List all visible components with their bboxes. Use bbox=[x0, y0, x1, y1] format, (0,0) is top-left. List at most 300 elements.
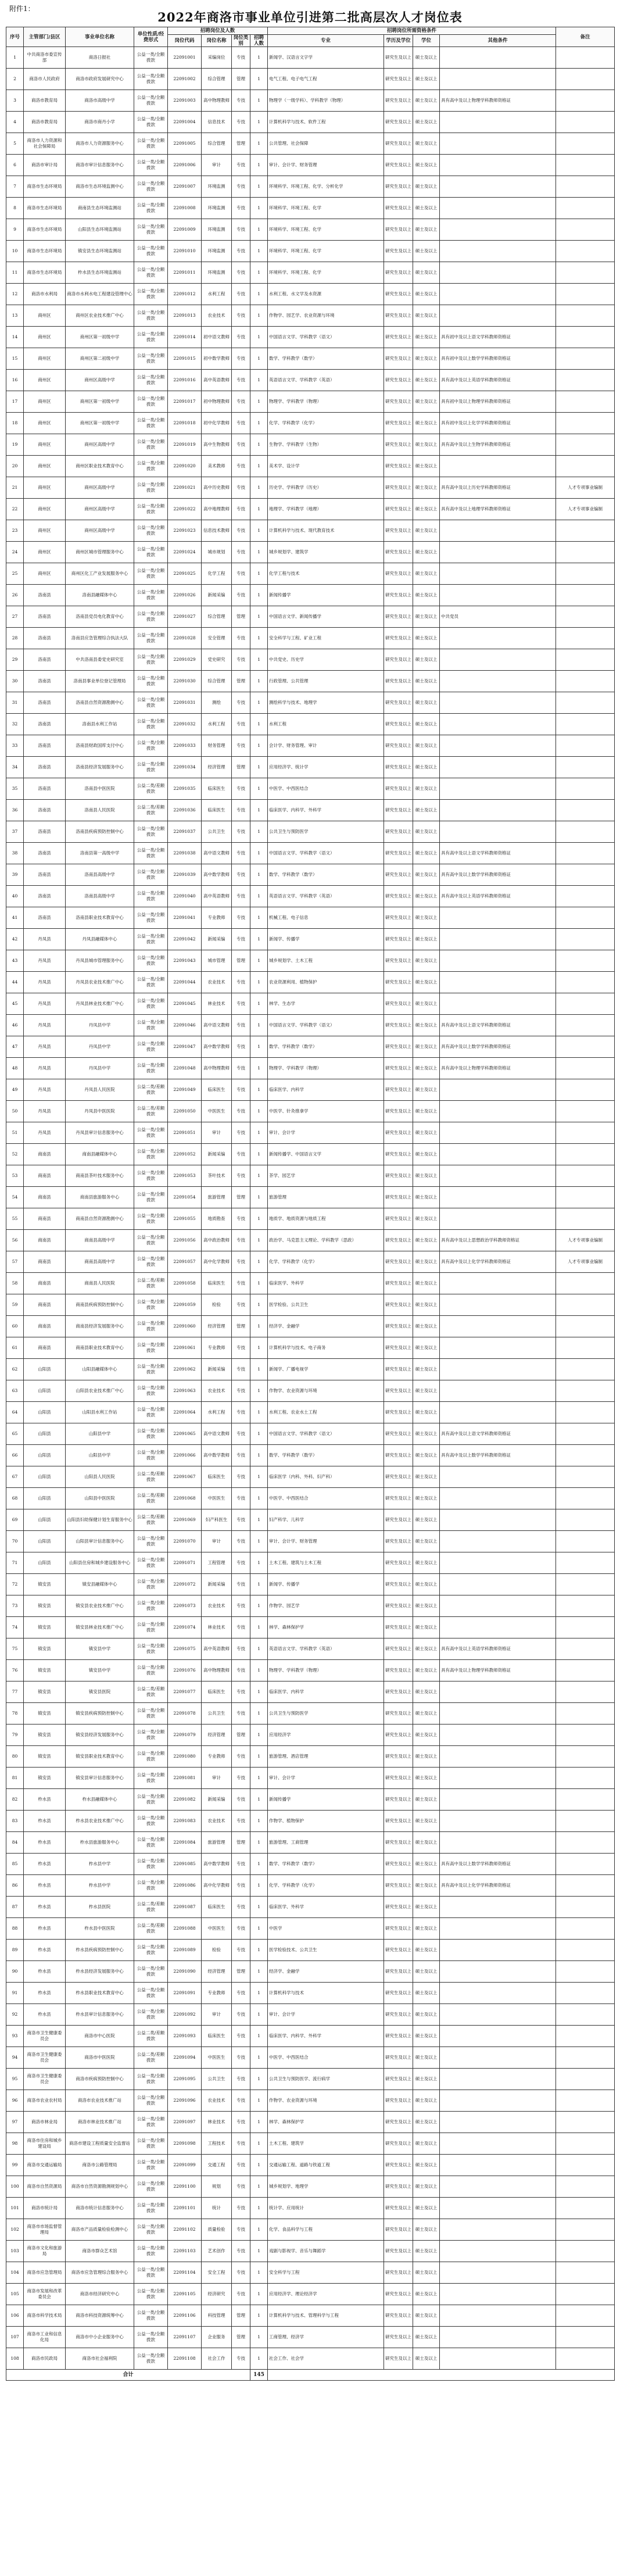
cell-name: 规划 bbox=[202, 2176, 232, 2198]
cell-note bbox=[556, 929, 615, 950]
cell-degree: 硕士及以上 bbox=[413, 1122, 440, 1144]
cell-code: 22091105 bbox=[168, 2284, 202, 2305]
header-other: 其他条件 bbox=[440, 35, 556, 47]
cell-major: 电气工程、电子电气工程 bbox=[268, 69, 384, 90]
cell-other: 具有高中及以上物理学科教师资格证 bbox=[440, 1660, 556, 1681]
cell-code: 22091028 bbox=[168, 628, 202, 649]
cell-count: 1 bbox=[250, 671, 268, 692]
cell-edu: 研究生及以上 bbox=[384, 649, 413, 671]
cell-edu: 研究生及以上 bbox=[384, 1423, 413, 1445]
cell-code: 22091051 bbox=[168, 1122, 202, 1144]
cell-type: 公益一类/全额拨款 bbox=[134, 284, 168, 305]
cell-name: 农业技术 bbox=[202, 1811, 232, 1832]
cell-unit: 镇安县审计信息服务中心 bbox=[66, 1768, 134, 1789]
cell-count: 1 bbox=[250, 542, 268, 563]
cell-degree: 硕士及以上 bbox=[413, 1832, 440, 1854]
cell-type: 公益一类/全额拨款 bbox=[134, 1940, 168, 1961]
cell-degree: 硕士及以上 bbox=[413, 2262, 440, 2284]
cell-dept: 柞水县 bbox=[24, 1789, 66, 1811]
cell-unit: 商洛日报社 bbox=[66, 47, 134, 69]
cell-dept: 柞水县 bbox=[24, 1897, 66, 1918]
cell-type: 公益一类/全额拨款 bbox=[134, 714, 168, 735]
cell-no: 90 bbox=[6, 1961, 24, 1983]
cell-other bbox=[440, 1832, 556, 1854]
cell-degree: 硕士及以上 bbox=[413, 778, 440, 800]
cell-edu: 研究生及以上 bbox=[384, 2090, 413, 2112]
cell-count: 1 bbox=[250, 606, 268, 628]
cell-dept: 商州区 bbox=[24, 348, 66, 370]
cell-count: 1 bbox=[250, 2004, 268, 2026]
cell-type: 公益一类/全额拨款 bbox=[134, 585, 168, 606]
cell-edu: 研究生及以上 bbox=[384, 2026, 413, 2047]
cell-unit: 商洛市疾病预防控制中心 bbox=[66, 2069, 134, 2090]
cell-dept: 商州区 bbox=[24, 391, 66, 413]
cell-note bbox=[556, 1875, 615, 1897]
cell-degree: 硕士及以上 bbox=[413, 434, 440, 456]
cell-degree: 硕士及以上 bbox=[413, 1789, 440, 1811]
cell-no: 67 bbox=[6, 1466, 24, 1488]
cell-type: 公益一类/全额拨款 bbox=[134, 1316, 168, 1337]
cell-name: 新闻采编 bbox=[202, 1144, 232, 1165]
table-row bbox=[6, 520, 615, 542]
cell-type: 公益一类/全额拨款 bbox=[134, 843, 168, 864]
cell-other bbox=[440, 456, 556, 477]
cell-count: 1 bbox=[250, 1251, 268, 1273]
table-row bbox=[6, 1230, 615, 1251]
cell-note bbox=[556, 284, 615, 305]
cell-no: 10 bbox=[6, 241, 24, 262]
cell-code: 22091063 bbox=[168, 1380, 202, 1402]
cell-major: 化学工程与技术 bbox=[268, 563, 384, 585]
cell-no: 99 bbox=[6, 2155, 24, 2176]
cell-code: 22091021 bbox=[168, 477, 202, 499]
table-row bbox=[6, 413, 615, 434]
table-row bbox=[6, 1316, 615, 1337]
cell-name: 高中数学教师 bbox=[202, 1036, 232, 1058]
table-row bbox=[6, 1423, 615, 1445]
cell-dept: 商州区 bbox=[24, 520, 66, 542]
cell-name: 公共卫生 bbox=[202, 821, 232, 843]
cell-degree: 硕士及以上 bbox=[413, 1746, 440, 1768]
cell-type: 公益一类/全额拨款 bbox=[134, 2305, 168, 2327]
cell-cat: 专技 bbox=[232, 628, 250, 649]
cell-other bbox=[440, 1574, 556, 1595]
cell-major: 物理学、学科教学（物理） bbox=[268, 391, 384, 413]
cell-other: 具有高中及以上语文学科教师资格证 bbox=[440, 843, 556, 864]
table-row bbox=[6, 1359, 615, 1380]
cell-unit: 丹凤县中医医院 bbox=[66, 1101, 134, 1122]
cell-dept: 商洛市住房和城乡建设局 bbox=[24, 2133, 66, 2155]
cell-other bbox=[440, 1811, 556, 1832]
cell-cat: 专技 bbox=[232, 2198, 250, 2219]
cell-degree: 硕士及以上 bbox=[413, 1660, 440, 1681]
cell-type: 公益一类/全额拨款 bbox=[134, 1854, 168, 1875]
cell-code: 22091055 bbox=[168, 1208, 202, 1230]
table-row bbox=[6, 1961, 615, 1983]
cell-name: 专业教师 bbox=[202, 907, 232, 929]
cell-cat: 专技 bbox=[232, 2219, 250, 2241]
cell-type: 公益二类/差额拨款 bbox=[134, 1101, 168, 1122]
cell-cat: 管理 bbox=[232, 2305, 250, 2327]
cell-count: 1 bbox=[250, 1294, 268, 1316]
cell-name: 环境监测 bbox=[202, 176, 232, 198]
cell-edu: 研究生及以上 bbox=[384, 1617, 413, 1638]
cell-count: 1 bbox=[250, 520, 268, 542]
cell-major: 物理学（一级学科）、学科教学（物理） bbox=[268, 90, 384, 112]
cell-major: 旅游管理、酒店管理 bbox=[268, 1746, 384, 1768]
cell-type: 公益一类/全额拨款 bbox=[134, 2348, 168, 2370]
cell-major: 旅游管理 bbox=[268, 1187, 384, 1208]
cell-name: 美术教师 bbox=[202, 456, 232, 477]
cell-no: 64 bbox=[6, 1402, 24, 1423]
cell-unit: 山阳县中学 bbox=[66, 1423, 134, 1445]
cell-edu: 研究生及以上 bbox=[384, 499, 413, 520]
cell-note bbox=[556, 2284, 615, 2305]
cell-other: 具有高中及以上生物学科教师资格证 bbox=[440, 434, 556, 456]
cell-edu: 研究生及以上 bbox=[384, 284, 413, 305]
cell-count: 1 bbox=[250, 1509, 268, 1531]
cell-cat: 专技 bbox=[232, 1746, 250, 1768]
cell-name: 信息技术教师 bbox=[202, 520, 232, 542]
table-row bbox=[6, 1875, 615, 1897]
cell-count: 1 bbox=[250, 1316, 268, 1337]
cell-degree: 硕士及以上 bbox=[413, 1230, 440, 1251]
cell-no: 5 bbox=[6, 133, 24, 155]
table-row bbox=[6, 1251, 615, 1273]
cell-edu: 研究生及以上 bbox=[384, 1445, 413, 1466]
cell-no: 81 bbox=[6, 1768, 24, 1789]
cell-name: 新闻采编 bbox=[202, 1789, 232, 1811]
cell-no: 22 bbox=[6, 499, 24, 520]
cell-edu: 研究生及以上 bbox=[384, 2133, 413, 2155]
cell-dept: 柞水县 bbox=[24, 1811, 66, 1832]
cell-degree: 硕士及以上 bbox=[413, 2112, 440, 2133]
cell-other bbox=[440, 692, 556, 714]
cell-note bbox=[556, 2305, 615, 2327]
cell-type: 公益二类/差额拨款 bbox=[134, 1681, 168, 1703]
cell-edu: 研究生及以上 bbox=[384, 2047, 413, 2069]
cell-major: 统计学、应用统计 bbox=[268, 2198, 384, 2219]
cell-other: 具有高中及以上数学学科教师资格证 bbox=[440, 864, 556, 886]
cell-unit: 洛南县职业技术教育中心 bbox=[66, 907, 134, 929]
cell-cat: 专技 bbox=[232, 284, 250, 305]
cell-other bbox=[440, 2262, 556, 2284]
table-row bbox=[6, 778, 615, 800]
cell-code: 22091029 bbox=[168, 649, 202, 671]
cell-note bbox=[556, 585, 615, 606]
cell-type: 公益一类/全额拨款 bbox=[134, 1725, 168, 1746]
cell-cat: 专技 bbox=[232, 1811, 250, 1832]
cell-unit: 镇安县疾病预防控制中心 bbox=[66, 1703, 134, 1725]
cell-unit: 柞水县旅游服务中心 bbox=[66, 1832, 134, 1854]
header-post-group: 招聘岗位及人数 bbox=[168, 27, 268, 35]
cell-no: 47 bbox=[6, 1036, 24, 1058]
cell-code: 22091046 bbox=[168, 1015, 202, 1036]
cell-type: 公益一类/全额拨款 bbox=[134, 757, 168, 778]
cell-note bbox=[556, 47, 615, 69]
cell-cat: 专技 bbox=[232, 413, 250, 434]
cell-cat: 专技 bbox=[232, 241, 250, 262]
table-row bbox=[6, 1832, 615, 1854]
attachment-label: 附件1： bbox=[9, 5, 35, 13]
cell-dept: 商州区 bbox=[24, 305, 66, 327]
table-row bbox=[6, 2026, 615, 2047]
cell-edu: 研究生及以上 bbox=[384, 520, 413, 542]
total-count: 145 bbox=[250, 2370, 268, 2381]
cell-code: 22091102 bbox=[168, 2219, 202, 2241]
cell-type: 公益一类/全额拨款 bbox=[134, 477, 168, 499]
cell-note bbox=[556, 1531, 615, 1552]
cell-type: 公益一类/全额拨款 bbox=[134, 1230, 168, 1251]
cell-dept: 镇安县 bbox=[24, 1746, 66, 1768]
cell-count: 1 bbox=[250, 262, 268, 284]
cell-edu: 研究生及以上 bbox=[384, 1961, 413, 1983]
cell-dept: 商州区 bbox=[24, 370, 66, 391]
cell-note bbox=[556, 606, 615, 628]
cell-no: 74 bbox=[6, 1617, 24, 1638]
table-row bbox=[6, 1746, 615, 1768]
cell-dept: 镇安县 bbox=[24, 1703, 66, 1725]
cell-degree: 硕士及以上 bbox=[413, 843, 440, 864]
cell-note bbox=[556, 219, 615, 241]
cell-note bbox=[556, 1359, 615, 1380]
cell-type: 公益一类/全额拨款 bbox=[134, 2155, 168, 2176]
cell-name: 财务管理 bbox=[202, 735, 232, 757]
cell-type: 公益一类/全额拨款 bbox=[134, 692, 168, 714]
cell-name: 统计 bbox=[202, 2198, 232, 2219]
cell-unit: 镇安县农业技术推广中心 bbox=[66, 1595, 134, 1617]
table-row bbox=[6, 692, 615, 714]
cell-no: 31 bbox=[6, 692, 24, 714]
cell-dept: 山阳县 bbox=[24, 1380, 66, 1402]
cell-dept: 商洛市文化和旅游局 bbox=[24, 2241, 66, 2262]
table-row bbox=[6, 1940, 615, 1961]
cell-edu: 研究生及以上 bbox=[384, 1101, 413, 1122]
cell-dept: 商洛市卫生健康委员会 bbox=[24, 2069, 66, 2090]
cell-unit: 商州区高级中学 bbox=[66, 499, 134, 520]
cell-note bbox=[556, 112, 615, 133]
table-row bbox=[6, 262, 615, 284]
cell-other bbox=[440, 1488, 556, 1509]
table-row bbox=[6, 1811, 615, 1832]
cell-code: 22091073 bbox=[168, 1595, 202, 1617]
cell-note bbox=[556, 1574, 615, 1595]
cell-cat: 管理 bbox=[232, 69, 250, 90]
cell-major: 新闻传播学、中国语言文学 bbox=[268, 1144, 384, 1165]
cell-major: 物理学、学科教学（物理） bbox=[268, 1660, 384, 1681]
table-row bbox=[6, 714, 615, 735]
cell-type: 公益一类/全额拨款 bbox=[134, 1423, 168, 1445]
cell-no: 13 bbox=[6, 305, 24, 327]
cell-name: 地质勘查 bbox=[202, 1208, 232, 1230]
cell-count: 1 bbox=[250, 327, 268, 348]
cell-degree: 硕士及以上 bbox=[413, 1703, 440, 1725]
cell-degree: 硕士及以上 bbox=[413, 1423, 440, 1445]
table-row bbox=[6, 821, 615, 843]
cell-count: 1 bbox=[250, 649, 268, 671]
cell-dept: 丹凤县 bbox=[24, 1015, 66, 1036]
cell-edu: 研究生及以上 bbox=[384, 1509, 413, 1531]
cell-note bbox=[556, 886, 615, 907]
cell-no: 65 bbox=[6, 1423, 24, 1445]
cell-name: 高中数学教师 bbox=[202, 864, 232, 886]
cell-count: 1 bbox=[250, 585, 268, 606]
cell-cat: 管理 bbox=[232, 1316, 250, 1337]
cell-other bbox=[440, 2112, 556, 2133]
cell-code: 22091016 bbox=[168, 370, 202, 391]
cell-dept: 商洛市生态环境局 bbox=[24, 198, 66, 219]
cell-major: 新闻学、传播学 bbox=[268, 1574, 384, 1595]
cell-edu: 研究生及以上 bbox=[384, 778, 413, 800]
cell-major: 计算机科学与技术、现代教育技术 bbox=[268, 520, 384, 542]
cell-count: 1 bbox=[250, 628, 268, 649]
cell-other bbox=[440, 714, 556, 735]
cell-name: 审计 bbox=[202, 2004, 232, 2026]
cell-major: 数学、学科教学（数学） bbox=[268, 348, 384, 370]
table-row bbox=[6, 477, 615, 499]
cell-unit: 洛南县第一高级中学 bbox=[66, 843, 134, 864]
table-row bbox=[6, 950, 615, 972]
cell-other: 具有高中及以上物理学科教师资格证 bbox=[440, 1058, 556, 1079]
cell-unit: 商南县职业技术教育中心 bbox=[66, 1337, 134, 1359]
cell-unit: 商州区第一初级中学 bbox=[66, 391, 134, 413]
cell-name: 交通工程 bbox=[202, 2155, 232, 2176]
cell-name: 水利工程 bbox=[202, 284, 232, 305]
cell-unit: 洛南县水利工作站 bbox=[66, 714, 134, 735]
cell-code: 22091033 bbox=[168, 735, 202, 757]
cell-other: 具有初中及以上数学学科教师资格证 bbox=[440, 348, 556, 370]
cell-count: 1 bbox=[250, 1875, 268, 1897]
cell-degree: 硕士及以上 bbox=[413, 2241, 440, 2262]
cell-dept: 山阳县 bbox=[24, 1488, 66, 1509]
table-row bbox=[6, 434, 615, 456]
cell-cat: 专技 bbox=[232, 456, 250, 477]
cell-dept: 山阳县 bbox=[24, 1445, 66, 1466]
cell-name: 中医医生 bbox=[202, 1101, 232, 1122]
cell-count: 1 bbox=[250, 1380, 268, 1402]
cell-unit: 山阳县审计信息服务中心 bbox=[66, 1531, 134, 1552]
cell-note bbox=[556, 1854, 615, 1875]
cell-unit: 洛南县疾病预防控制中心 bbox=[66, 821, 134, 843]
table-row bbox=[6, 1208, 615, 1230]
cell-type: 公益一类/全额拨款 bbox=[134, 542, 168, 563]
cell-name: 林业技术 bbox=[202, 2112, 232, 2133]
cell-unit: 柞水县农业技术推广中心 bbox=[66, 1811, 134, 1832]
cell-other bbox=[440, 1552, 556, 1574]
cell-code: 22091091 bbox=[168, 1983, 202, 2004]
cell-degree: 硕士及以上 bbox=[413, 520, 440, 542]
cell-unit: 商南县高级中学 bbox=[66, 1230, 134, 1251]
cell-major: 公共卫生与预防医学 bbox=[268, 821, 384, 843]
cell-cat: 专技 bbox=[232, 2262, 250, 2284]
cell-edu: 研究生及以上 bbox=[384, 1036, 413, 1058]
cell-count: 1 bbox=[250, 499, 268, 520]
cell-name: 质量检验 bbox=[202, 2219, 232, 2241]
cell-other bbox=[440, 2069, 556, 2090]
cell-count: 1 bbox=[250, 2327, 268, 2348]
cell-edu: 研究生及以上 bbox=[384, 2348, 413, 2370]
table-row bbox=[6, 2155, 615, 2176]
cell-type: 公益一类/全额拨款 bbox=[134, 2004, 168, 2026]
cell-code: 22091097 bbox=[168, 2112, 202, 2133]
cell-cat: 专技 bbox=[232, 520, 250, 542]
cell-type: 公益二类/差额拨款 bbox=[134, 1488, 168, 1509]
cell-code: 22091103 bbox=[168, 2241, 202, 2262]
cell-count: 1 bbox=[250, 2219, 268, 2241]
cell-edu: 研究生及以上 bbox=[384, 1746, 413, 1768]
cell-dept: 商南县 bbox=[24, 1165, 66, 1187]
cell-name: 初中化学教师 bbox=[202, 413, 232, 434]
cell-degree: 硕士及以上 bbox=[413, 1036, 440, 1058]
cell-code: 22091002 bbox=[168, 69, 202, 90]
cell-unit: 山阳县人民医院 bbox=[66, 1466, 134, 1488]
cell-edu: 研究生及以上 bbox=[384, 2241, 413, 2262]
cell-type: 公益二类/差额拨款 bbox=[134, 778, 168, 800]
cell-count: 1 bbox=[250, 1165, 268, 1187]
table-row bbox=[6, 348, 615, 370]
cell-no: 107 bbox=[6, 2327, 24, 2348]
cell-name: 审计 bbox=[202, 1768, 232, 1789]
cell-unit: 镇安县中学 bbox=[66, 1638, 134, 1660]
cell-other bbox=[440, 1768, 556, 1789]
cell-other: 具有高中及以上地理学科教师资格证 bbox=[440, 499, 556, 520]
cell-edu: 研究生及以上 bbox=[384, 69, 413, 90]
cell-edu: 研究生及以上 bbox=[384, 1079, 413, 1101]
cell-degree: 硕士及以上 bbox=[413, 671, 440, 692]
cell-no: 63 bbox=[6, 1380, 24, 1402]
cell-type: 公益一类/全额拨款 bbox=[134, 1832, 168, 1854]
cell-type: 公益一类/全额拨款 bbox=[134, 241, 168, 262]
cell-unit: 丹凤县林业技术推广中心 bbox=[66, 993, 134, 1015]
cell-no: 19 bbox=[6, 434, 24, 456]
cell-code: 22091040 bbox=[168, 886, 202, 907]
cell-other bbox=[440, 1918, 556, 1940]
cell-count: 1 bbox=[250, 1273, 268, 1294]
cell-count: 1 bbox=[250, 1079, 268, 1101]
cell-major: 城乡规划学、建筑学 bbox=[268, 542, 384, 563]
table-row bbox=[6, 241, 615, 262]
cell-note bbox=[556, 1165, 615, 1187]
header-post-cat: 岗位类别 bbox=[232, 35, 250, 47]
cell-dept: 柞水县 bbox=[24, 1940, 66, 1961]
cell-cat: 专技 bbox=[232, 90, 250, 112]
cell-code: 22091058 bbox=[168, 1273, 202, 1294]
cell-major: 英语语言文学、学科教学（英语） bbox=[268, 370, 384, 391]
cell-name: 高中物理教师 bbox=[202, 90, 232, 112]
cell-unit: 柞水县中医医院 bbox=[66, 1918, 134, 1940]
cell-major: 审计、会计学、财务管理 bbox=[268, 155, 384, 176]
cell-edu: 研究生及以上 bbox=[384, 112, 413, 133]
cell-type: 公益一类/全额拨款 bbox=[134, 1574, 168, 1595]
cell-code: 22091095 bbox=[168, 2069, 202, 2090]
header-degree: 学位 bbox=[413, 35, 440, 47]
cell-other bbox=[440, 1187, 556, 1208]
cell-count: 1 bbox=[250, 219, 268, 241]
cell-major: 中医学、中西医结合 bbox=[268, 778, 384, 800]
cell-code: 22091023 bbox=[168, 520, 202, 542]
cell-unit: 丹凤县农业技术推广中心 bbox=[66, 972, 134, 993]
table-row bbox=[6, 90, 615, 112]
cell-other bbox=[440, 1208, 556, 1230]
cell-degree: 硕士及以上 bbox=[413, 1854, 440, 1875]
cell-edu: 研究生及以上 bbox=[384, 90, 413, 112]
cell-unit: 商洛市产品质量检验检测中心 bbox=[66, 2219, 134, 2241]
cell-edu: 研究生及以上 bbox=[384, 2305, 413, 2327]
cell-degree: 硕士及以上 bbox=[413, 262, 440, 284]
cell-code: 22091018 bbox=[168, 413, 202, 434]
cell-name: 高中物理教师 bbox=[202, 1660, 232, 1681]
cell-degree: 硕士及以上 bbox=[413, 1402, 440, 1423]
